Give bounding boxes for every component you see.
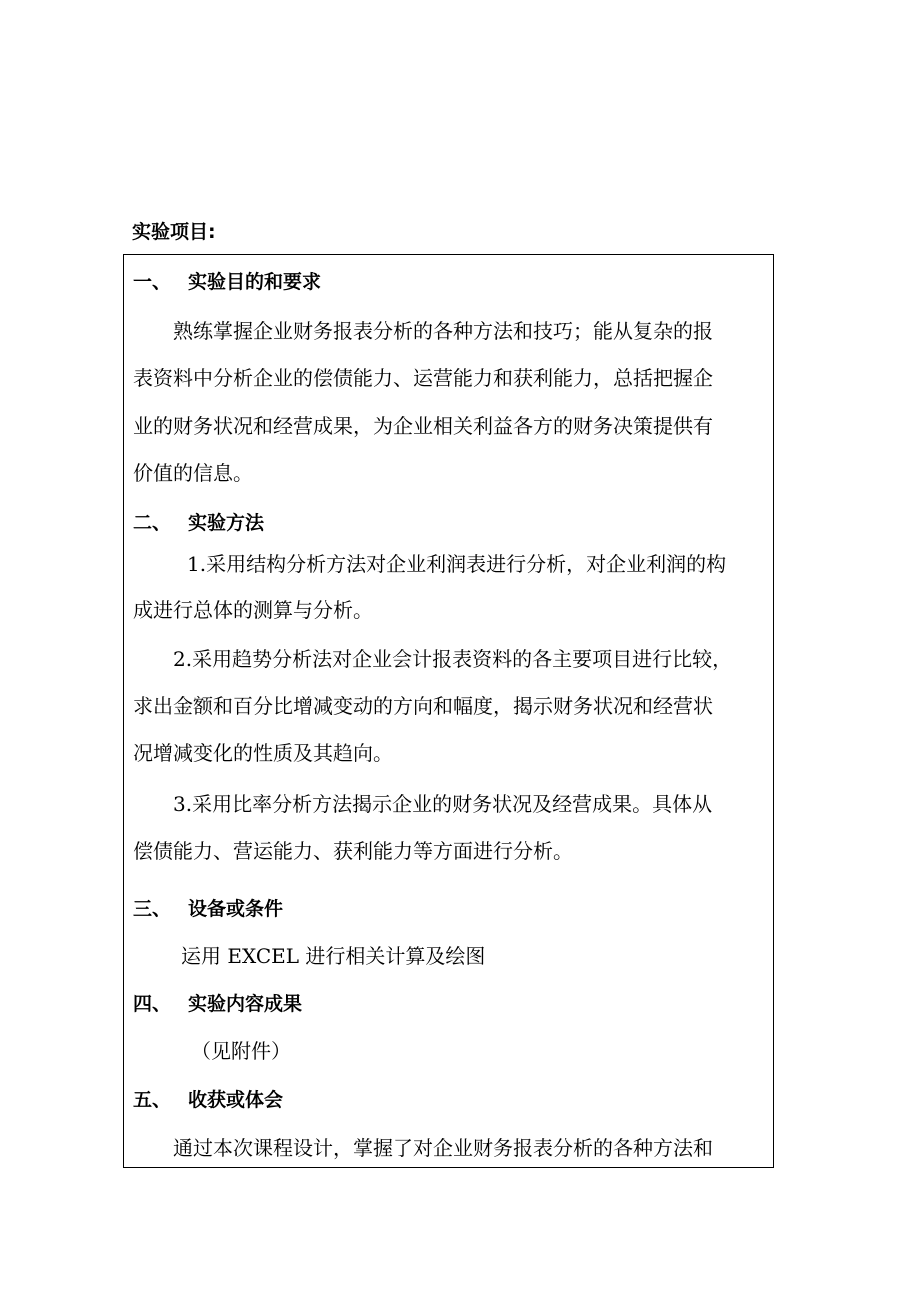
paragraph-line: 通过本次课程设计，掌握了对企业财务报表分析的各种方法和 (173, 1136, 713, 1160)
paragraph-line: 1.采用结构分析方法对企业利润表进行分析，对企业利润的构 (187, 552, 727, 576)
paragraph-line: 业的财务状况和经营成果，为企业相关利益各方的财务决策提供有 (133, 414, 713, 438)
experiment-project-label: 实验项目: (132, 221, 216, 243)
section-heading-4 (133, 990, 302, 1018)
section-title-3: 设备或条件 (188, 898, 284, 920)
section-heading-2 (133, 509, 264, 537)
paragraph-line: （见附件） (191, 1039, 291, 1063)
paragraph-line: 运用 EXCEL 进行相关计算及绘图 (181, 944, 486, 968)
paragraph-line: 2.采用趋势分析法对企业会计报表资料的各主要项目进行比较， (173, 647, 733, 671)
paragraph-line: 表资料中分析企业的偿债能力、运营能力和获利能力，总括把握企 (133, 366, 713, 390)
section-title-1: 实验目的和要求 (188, 271, 322, 293)
section-title-5: 收获或体会 (188, 1089, 284, 1111)
paragraph-line: 求出金额和百分比增减变动的方向和幅度，揭示财务状况和经营状 (133, 694, 713, 718)
section-heading-3 (133, 895, 283, 923)
section-title-4: 实验内容成果 (188, 993, 303, 1015)
section-number-5: 五、 (133, 1089, 172, 1111)
section-heading-5 (133, 1086, 283, 1114)
section-title-2: 实验方法 (188, 512, 265, 534)
paragraph-line: 偿债能力、营运能力、获利能力等方面进行分析。 (133, 839, 573, 863)
content-box (123, 254, 774, 1168)
paragraph-line: 成进行总体的测算与分析。 (133, 598, 373, 622)
section-number-2: 二、 (133, 512, 172, 534)
section-heading-1 (133, 268, 321, 296)
section-number-1: 一、 (133, 271, 172, 293)
paragraph-line: 3.采用比率分析方法揭示企业的财务状况及经营成果。具体从 (173, 792, 713, 816)
section-number-3: 三、 (133, 898, 172, 920)
paragraph-line: 熟练掌握企业财务报表分析的各种方法和技巧；能从复杂的报 (173, 319, 713, 343)
paragraph-line: 况增减变化的性质及其趋向。 (133, 741, 393, 765)
section-number-4: 四、 (133, 993, 172, 1015)
paragraph-line: 价值的信息。 (133, 461, 253, 485)
